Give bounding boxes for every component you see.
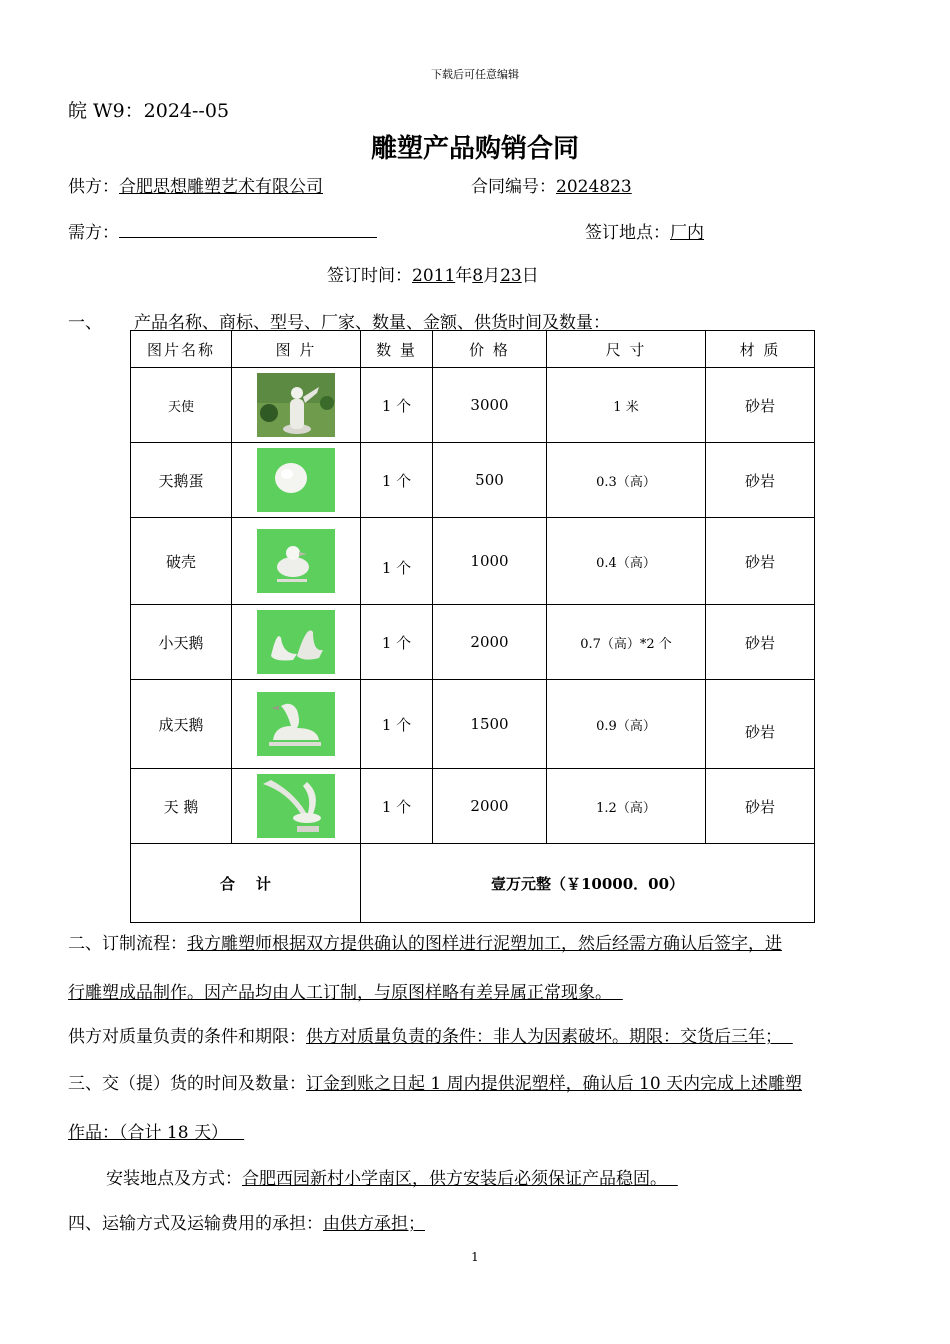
month-unit: 月	[483, 266, 501, 286]
install-text: 合肥西园新村小学南区，供方安装后必须保证产品稳固。	[242, 1169, 667, 1189]
table-row	[131, 680, 815, 769]
underline-pad	[667, 1169, 678, 1189]
section-3-text-1: 订金到账之日起 1 周内提供泥塑样，确认后 10 天内完成上述雕塑	[306, 1074, 803, 1094]
section-1-title: 产品名称、商标、型号、厂家、数量、金额、供货时间及数量：	[134, 313, 610, 333]
flying-swan-image	[257, 774, 335, 838]
sign-place-line	[585, 218, 704, 243]
page-number: 1	[471, 1250, 479, 1264]
item-picture	[232, 518, 361, 605]
item-material: 砂岩	[706, 769, 815, 844]
section-3-label: 三、交（提）货的时间及数量：	[68, 1074, 306, 1094]
table-header-row	[131, 331, 815, 368]
supplier-name: 合肥思想雕塑艺术有限公司	[119, 177, 323, 197]
table-row	[131, 443, 815, 518]
quality-label: 供方对质量负责的条件和期限：	[68, 1027, 306, 1047]
table-row	[131, 368, 815, 443]
total-label: 合 计	[131, 844, 361, 923]
item-name: 天 鹅	[131, 769, 232, 844]
hatching-swan-image	[257, 529, 335, 593]
item-price: 2000	[433, 605, 547, 680]
section-2-line-1	[68, 929, 782, 954]
item-material: 砂岩	[706, 605, 815, 680]
angel-statue-image	[257, 373, 335, 437]
item-picture	[232, 605, 361, 680]
section-4-line	[68, 1209, 425, 1234]
item-material: 砂岩	[706, 368, 815, 443]
product-table	[130, 330, 815, 923]
buyer-blank	[119, 221, 377, 238]
underline-pad	[782, 1027, 793, 1047]
underline-pad	[228, 1123, 244, 1143]
section-2-label: 二、订制流程：	[68, 934, 187, 954]
contract-number-value: 2024823	[556, 177, 632, 197]
supplier-line	[68, 172, 323, 197]
supplier-label: 供方：	[68, 177, 119, 197]
section-3-text-2: 作品：（合计 18 天）	[68, 1123, 228, 1143]
item-name: 天使	[131, 368, 232, 443]
sign-year: 2011	[412, 266, 456, 286]
item-quantity: 1 个	[361, 443, 433, 518]
item-size: 0.7（高）*2 个	[547, 605, 706, 680]
section-2-text-2: 行雕塑成品制作。因产品均由人工订制，与原图样略有差异属正常现象。	[68, 983, 612, 1003]
item-size: 0.4（高）	[547, 518, 706, 605]
section-4-label: 四、运输方式及运输费用的承担：	[68, 1214, 323, 1234]
table-row	[131, 769, 815, 844]
item-name: 破壳	[131, 518, 232, 605]
item-price: 1500	[433, 680, 547, 769]
year-unit: 年	[455, 266, 473, 286]
total-amount: 壹万元整（￥10000．00）	[361, 844, 815, 923]
quality-line	[68, 1022, 793, 1047]
header-price: 价 格	[433, 331, 547, 368]
contract-title: 雕塑产品购销合同	[370, 134, 579, 164]
install-label: 安装地点及方式：	[106, 1169, 242, 1189]
item-price: 3000	[433, 368, 547, 443]
item-material: 砂岩	[706, 518, 815, 605]
item-size: 1.2（高）	[547, 769, 706, 844]
item-quantity: 1 个	[361, 680, 433, 769]
document-number: 皖 W9：2024--05	[68, 100, 230, 122]
header-note: 下载后可任意编辑	[431, 68, 519, 81]
sign-month: 8	[472, 266, 484, 286]
section-4-text: 由供方承担；	[323, 1214, 425, 1234]
item-name: 天鹅蛋	[131, 443, 232, 518]
section-2-line-2	[68, 978, 623, 1003]
section-2-text-1: 我方雕塑师根据双方提供确认的图样进行泥塑加工，然后经需方确认后签字，进	[187, 934, 782, 954]
item-name: 成天鹅	[131, 680, 232, 769]
sign-place-value: 厂内	[670, 223, 704, 243]
header-picture: 图 片	[232, 331, 361, 368]
header-name: 图片名称	[131, 331, 232, 368]
item-quantity: 1 个	[361, 518, 433, 605]
section-3-line-2	[68, 1118, 244, 1143]
table-row	[131, 518, 815, 605]
sign-place-label: 签订地点：	[585, 223, 670, 243]
adult-swan-image	[257, 692, 335, 756]
item-name: 小天鹅	[131, 605, 232, 680]
item-material: 砂岩	[706, 443, 815, 518]
section-1-number: 一、	[68, 313, 102, 333]
item-price: 1000	[433, 518, 547, 605]
header-size: 尺 寸	[547, 331, 706, 368]
item-picture	[232, 769, 361, 844]
item-material: 砂岩	[706, 680, 815, 769]
item-price: 500	[433, 443, 547, 518]
section-3-line-1	[68, 1069, 802, 1094]
item-price: 2000	[433, 769, 547, 844]
item-size: 1 米	[547, 368, 706, 443]
contract-number-label: 合同编号：	[471, 177, 556, 197]
quality-text: 供方对质量负责的条件：非人为因素破坏。期限：交货后三年；	[306, 1027, 782, 1047]
item-quantity: 1 个	[361, 368, 433, 443]
sign-day: 23	[500, 266, 522, 286]
day-unit: 日	[521, 266, 539, 286]
total-row	[131, 844, 815, 923]
cygnets-image	[257, 610, 335, 674]
item-picture	[232, 680, 361, 769]
buyer-line	[68, 218, 377, 243]
sign-time-line	[327, 261, 539, 286]
header-material: 材 质	[706, 331, 815, 368]
item-size: 0.3（高）	[547, 443, 706, 518]
contract-number-line	[471, 172, 632, 197]
item-quantity: 1 个	[361, 769, 433, 844]
swan-egg-image	[257, 448, 335, 512]
sign-time-label: 签订时间：	[327, 266, 412, 286]
install-line	[106, 1164, 678, 1189]
item-picture	[232, 443, 361, 518]
table-row	[131, 605, 815, 680]
item-size: 0.9（高）	[547, 680, 706, 769]
underline-pad	[612, 983, 623, 1003]
buyer-label: 需方：	[68, 223, 119, 243]
item-quantity: 1 个	[361, 605, 433, 680]
item-picture	[232, 368, 361, 443]
header-quantity: 数 量	[361, 331, 433, 368]
